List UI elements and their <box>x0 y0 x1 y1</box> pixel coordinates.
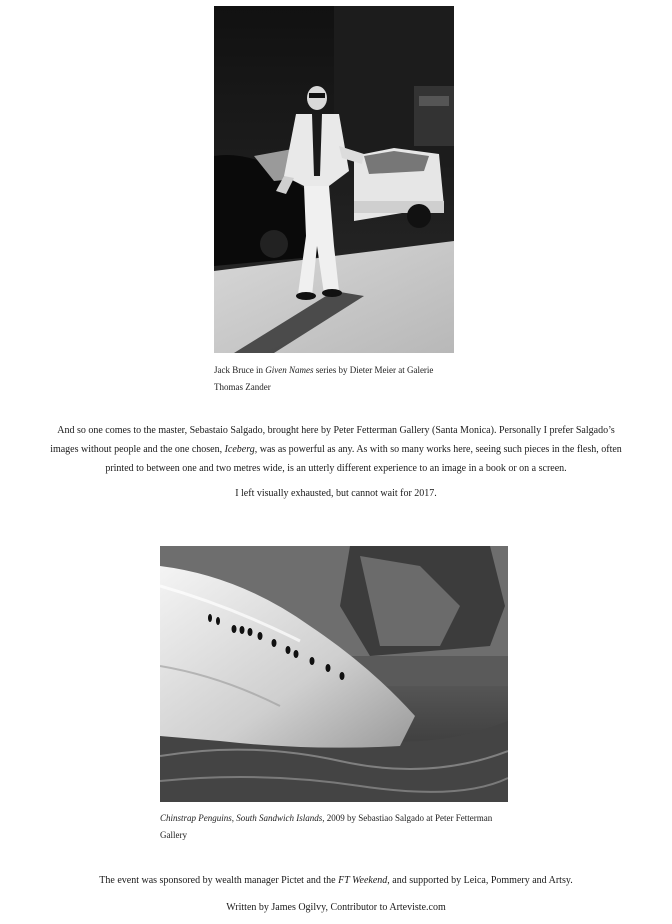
byline: Written by James Ogilvy, Contributor to Arteviste.com <box>226 902 446 913</box>
figure1-caption <box>214 362 454 396</box>
paragraph-exhausted: I left visually exhausted, but cannot wait for 2017. <box>235 488 437 499</box>
penguin-photo-image <box>160 546 508 802</box>
paragraph3-publication: FT Weekend <box>338 875 388 886</box>
figure1-caption-post: series by Dieter Meier at Galerie <box>313 365 434 375</box>
figure1-caption-line2: Thomas Zander <box>214 382 271 392</box>
figure2-caption-post: , 2009 by Sebastiao Salgado at Peter Fetterman <box>322 813 493 823</box>
street-photo-image <box>214 6 454 353</box>
paragraph1-title: Iceberg <box>224 444 255 455</box>
paragraph3-post: , and supported by Leica, Pommery and Artsy. <box>387 875 573 886</box>
paragraph-sponsors <box>46 871 626 890</box>
figure-street-photo <box>214 6 454 396</box>
paragraph-salgado <box>46 421 626 478</box>
figure2-caption-line2: Gallery <box>160 830 187 840</box>
figure2-caption <box>160 810 508 844</box>
figure1-caption-pre: Jack Bruce in <box>214 365 266 375</box>
paragraph3-pre: The event was sponsored by wealth manager Pictet and the <box>99 875 339 886</box>
figure2-caption-title: Chinstrap Penguins, South Sandwich Islands <box>160 813 323 823</box>
figure1-caption-series: Given Names <box>265 365 314 375</box>
paragraph1-pre: And so one comes to the master, Sebastaio Salgado, brought here by Peter Fetterman Gallery (Santa Monica). Personally I prefer Salgado’s images without people and the one chosen, <box>50 425 615 455</box>
figure-penguin-photo <box>160 546 508 844</box>
paragraph1-post: , was as powerful as any. As with so many works here, seeing such pieces in the flesh, often printed to between one and two metres wide, is an utterly different experience to an image in a book or on a screen. <box>105 444 622 474</box>
